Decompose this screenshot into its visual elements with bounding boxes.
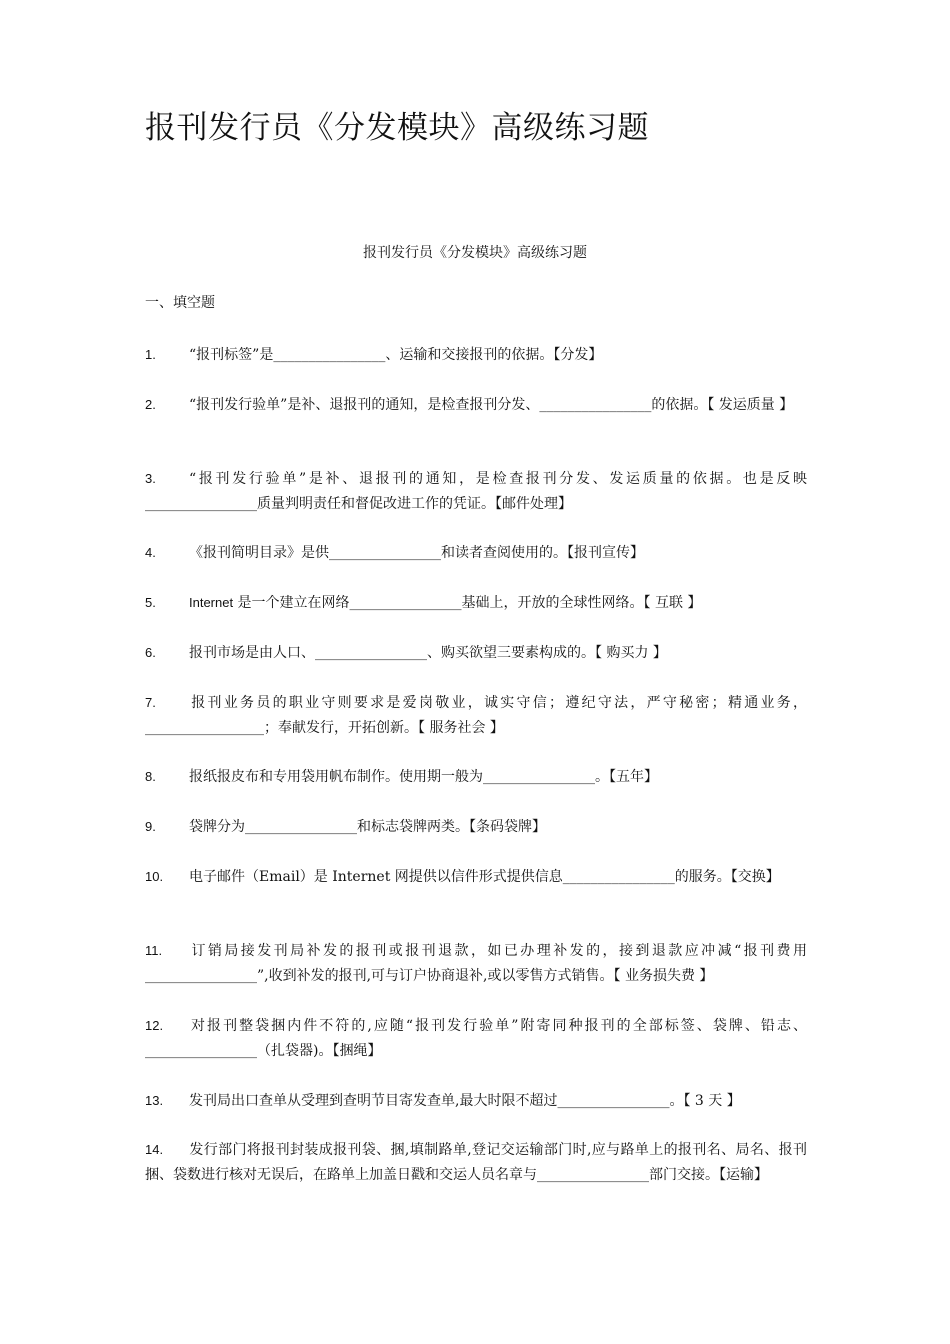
question-text: 电子邮件（Email）是 Internet 网提供以信件形式提供信息________________的服务。【交换】 — [189, 869, 780, 885]
question-text: 袋牌分为________________和标志袋牌两类。【条码袋牌】 — [189, 819, 546, 835]
question-number: 10. — [145, 869, 164, 884]
question-item — [145, 1013, 807, 1064]
question-number: 2. — [145, 397, 156, 412]
question-item — [145, 590, 807, 616]
question-item — [145, 392, 807, 418]
question-item — [145, 690, 807, 741]
question-number: 1. — [145, 347, 156, 362]
question-number: 6. — [145, 645, 156, 660]
document-title: 报刊发行员《分发模块》高级练习题 — [145, 110, 649, 146]
question-number: 3. — [145, 471, 156, 486]
question-text: “报刊发行验单”是补、退报刊的通知，是检查报刊分发、发运质量的依据。也是反映________________质量判明责任和督促改进工作的凭证。【邮件处理】 — [145, 471, 807, 512]
question-item — [145, 864, 807, 890]
question-text: 报刊业务员的职业守则要求是爱岗敬业，诚实守信；遵纪守法，严守秘密；精通业务，_________________；奉献发行，开拓创新。【 服务社会 】 — [145, 695, 807, 736]
question-item — [145, 1088, 807, 1114]
question-item — [145, 466, 807, 517]
question-item — [145, 938, 807, 989]
question-text: 订销局接发刊局补发的报刊或报刊退款，如已办理补发的，接到退款应冲减“报刊费用________________”,收到补发的报刊,可与订户协商退补,或以零售方式销售。【 业务损失费 】 — [145, 943, 807, 984]
question-item — [145, 540, 807, 566]
question-number: 14. — [145, 1142, 164, 1157]
question-text: “报刊标签”是________________、运输和交接报刊的依据。【分发】 — [189, 347, 603, 363]
question-item — [145, 640, 807, 666]
question-number: 4. — [145, 545, 156, 560]
question-text: 报纸报皮布和专用袋用帆布制作。使用期一般为________________。【五年】 — [189, 769, 658, 785]
question-number: 7. — [145, 695, 156, 710]
question-item — [145, 764, 807, 790]
question-text: 报刊市场是由人口、________________、购买欲望三要素构成的。【 购买力 】 — [189, 645, 667, 661]
question-item — [145, 814, 807, 840]
question-number: 13. — [145, 1093, 164, 1108]
question-item — [145, 342, 807, 368]
question-text: 是一个建立在网络________________基础上，开放的全球性网络。【 互联 】 — [233, 595, 702, 611]
question-number: 12. — [145, 1018, 164, 1033]
question-text: 发刊局出口查单从受理到查明节目寄发查单,最大时限不超过________________。【 3 天 】 — [189, 1093, 741, 1109]
question-text: 发行部门将报刊封装成报刊袋、捆,填制路单,登记交运输部门时,应与路单上的报刊名、局名、报刊捆、袋数进行核对无误后，在路单上加盖日戳和交运人员名章与________________部门交接。【运输】 — [145, 1142, 807, 1183]
question-text: 对报刊整袋捆内件不符的,应随“报刊发行验单”附寄同种报刊的全部标签、袋牌、铅志、________________（扎袋器)。【捆绳】 — [145, 1018, 807, 1059]
question-text: 《报刊简明目录》是供________________和读者查阅使用的。【报刊宣传】 — [189, 545, 644, 561]
question-text: “报刊发行验单”是补、退报刊的通知，是检查报刊分发、________________的依据。【 发运质量 】 — [189, 397, 794, 413]
question-number: 5. — [145, 595, 156, 610]
document-subtitle: 报刊发行员《分发模块》高级练习题 — [363, 245, 587, 261]
question-item — [145, 1137, 807, 1188]
question-number: 11. — [145, 943, 163, 958]
question-number: 9. — [145, 819, 156, 834]
question-prefix: Internet — [189, 595, 234, 610]
section-heading: 一、填空题 — [145, 295, 215, 311]
question-number: 8. — [145, 769, 156, 784]
